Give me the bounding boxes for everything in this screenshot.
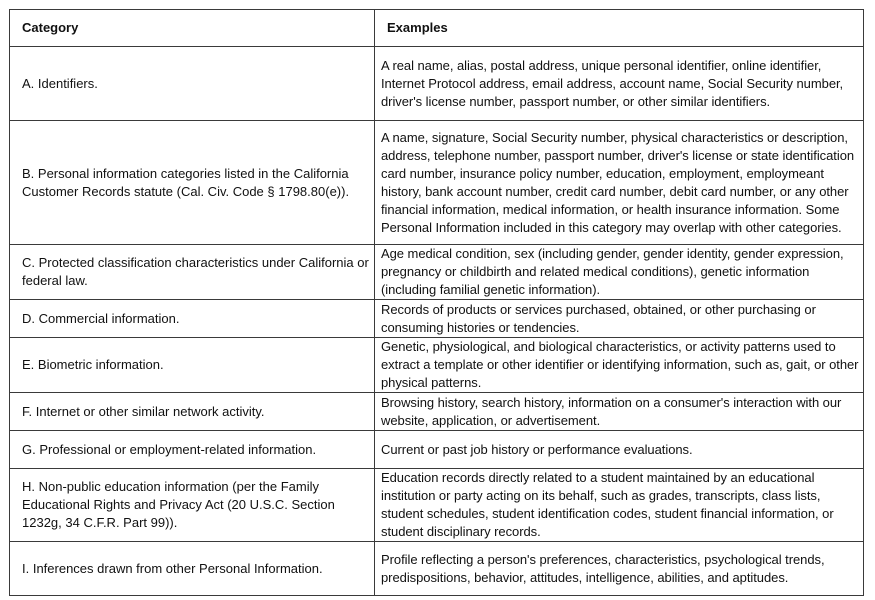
category-cell: G. Professional or employment-related information. (10, 431, 375, 469)
category-cell: H. Non-public education information (per the Family Educational Rights and Privacy Act (20 U.S.C. Section 1232g, 34 C.F.R. Part 99)). (10, 469, 375, 542)
examples-cell: Profile reflecting a person's preferences, characteristics, psychological trends, predispositions, behavior, attitudes, intelligence, abilities, and aptitudes. (375, 542, 864, 596)
examples-cell: Records of products or services purchased, obtained, or other purchasing or consuming histories or tendencies. (375, 300, 864, 338)
category-column-header: Category (10, 10, 375, 47)
examples-cell: Age medical condition, sex (including gender, gender identity, gender expression, pregnancy or childbirth and related medical conditions), genetic information (including familial genetic information). (375, 245, 864, 300)
examples-cell: Browsing history, search history, information on a consumer's interaction with our website, application, or advertisement. (375, 393, 864, 431)
table-row (10, 542, 864, 596)
personal-information-table (9, 9, 864, 596)
table-row (10, 121, 864, 245)
table-row (10, 47, 864, 121)
table-row (10, 300, 864, 338)
examples-column-header: Examples (375, 10, 864, 47)
table-row (10, 469, 864, 542)
table-row (10, 393, 864, 431)
category-cell: F. Internet or other similar network activity. (10, 393, 375, 431)
category-cell: B. Personal information categories listed in the California Customer Records statute (Cal. Civ. Code § 1798.80(e)). (10, 121, 375, 245)
category-cell: A. Identifiers. (10, 47, 375, 121)
examples-cell: Genetic, physiological, and biological characteristics, or activity patterns used to extract a template or other identifier or identifying information, such as, gait, or other physical patterns. (375, 338, 864, 393)
examples-cell: Current or past job history or performance evaluations. (375, 431, 864, 469)
category-cell: C. Protected classification characteristics under California or federal law. (10, 245, 375, 300)
table-header-row (10, 10, 864, 47)
examples-cell: Education records directly related to a student maintained by an educational institution or party acting on its behalf, such as grades, transcripts, class lists, student schedules, student identification codes, student financial information, or student disciplinary records. (375, 469, 864, 542)
category-cell: I. Inferences drawn from other Personal Information. (10, 542, 375, 596)
examples-cell: A name, signature, Social Security number, physical characteristics or description, address, telephone number, passport number, driver's license or state identification card number, insurance policy number, education, employment, employmeant history, bank account number, credit card number, debit card number, or any other financial information, medical information, or health insurance information. Some Personal Information included in this category may overlap with other categories. (375, 121, 864, 245)
table-row (10, 245, 864, 300)
category-cell: E. Biometric information. (10, 338, 375, 393)
category-cell: D. Commercial information. (10, 300, 375, 338)
examples-cell: A real name, alias, postal address, unique personal identifier, online identifier, Internet Protocol address, email address, account name, Social Security number, driver's license number, passport number, or other similar identifiers. (375, 47, 864, 121)
table-row (10, 338, 864, 393)
table-row (10, 431, 864, 469)
